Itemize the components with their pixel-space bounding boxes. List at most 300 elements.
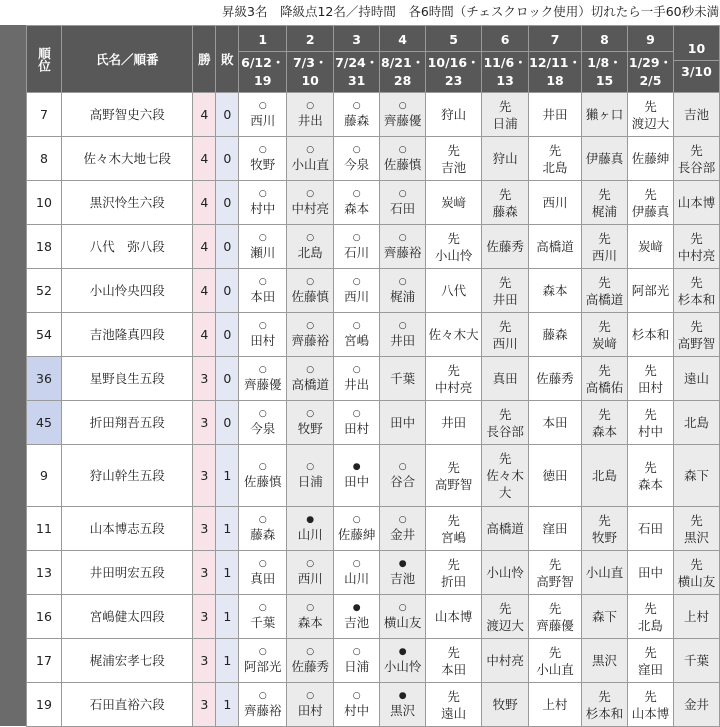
round-date: 1/8・15 xyxy=(587,55,622,88)
losses-cell: 0 xyxy=(216,401,239,445)
opponent-name: 佐藤紳 xyxy=(631,151,670,166)
result-cell xyxy=(334,551,380,595)
first-move-marker: 先 xyxy=(690,512,703,528)
result-cell xyxy=(380,595,426,639)
rank-cell: 45 xyxy=(27,401,62,445)
result-cell xyxy=(673,401,719,445)
first-move-marker: 先 xyxy=(548,644,562,660)
opponent-name: 田村 xyxy=(250,333,276,348)
opponent-name: 北島 xyxy=(592,468,618,483)
result-cell xyxy=(529,639,582,683)
rank-cell: 18 xyxy=(27,225,62,269)
win-mark-icon: ○ xyxy=(398,233,407,243)
result-cell xyxy=(287,551,334,595)
result-cell xyxy=(582,357,628,401)
header-round-3 xyxy=(334,26,380,93)
opponent-name: 横山友 xyxy=(677,573,716,589)
win-mark-icon: ○ xyxy=(352,409,361,419)
opponent-name: 森下 xyxy=(683,468,709,483)
result-cell xyxy=(239,269,287,313)
win-mark-icon: ○ xyxy=(352,321,361,331)
opponent-name: 佐藤秀 xyxy=(486,239,524,254)
result-cell xyxy=(380,639,426,683)
result-cell xyxy=(334,507,380,551)
win-mark-icon: ○ xyxy=(306,691,315,701)
opponent-name: 吉池 xyxy=(344,615,370,630)
opponent-name: 村中 xyxy=(250,201,276,216)
result-cell xyxy=(529,401,582,445)
opponent-name: 遠山 xyxy=(441,705,467,721)
first-move-marker: 先 xyxy=(447,556,460,572)
first-move-marker: 先 xyxy=(644,186,657,202)
first-move-marker: 先 xyxy=(498,600,512,616)
first-move-marker: 先 xyxy=(644,688,657,704)
result-cell xyxy=(673,639,719,683)
win-mark-icon: ○ xyxy=(306,365,315,375)
opponent-name: 千葉 xyxy=(390,371,416,386)
result-cell xyxy=(582,93,628,137)
opponent-name: 高橋佑 xyxy=(585,379,624,395)
result-cell xyxy=(334,269,380,313)
result-cell xyxy=(287,181,334,225)
wins-cell: 4 xyxy=(193,313,216,357)
opponent-name: 真田 xyxy=(250,571,276,586)
result-cell xyxy=(380,313,426,357)
win-mark-icon: ○ xyxy=(398,189,407,199)
result-cell xyxy=(529,683,582,727)
win-mark-icon: ○ xyxy=(352,691,361,701)
opponent-name: 森下 xyxy=(592,609,618,624)
header-round-6 xyxy=(482,26,529,93)
opponent-name: 西川 xyxy=(250,113,276,128)
header-round-5 xyxy=(426,26,482,93)
opponent-name: 杉本和 xyxy=(585,705,624,721)
result-cell xyxy=(239,595,287,639)
first-move-marker: 先 xyxy=(498,318,512,334)
opponent-name: 高橋道 xyxy=(291,377,329,392)
opponent-name: 山本博 xyxy=(631,705,670,721)
win-mark-icon: ○ xyxy=(258,691,267,701)
result-cell xyxy=(239,313,287,357)
header-round-10 xyxy=(673,26,719,93)
wins-cell: 3 xyxy=(193,445,216,507)
opponent-name: 山本博 xyxy=(434,609,473,624)
round-number: 8 xyxy=(582,28,628,52)
result-cell xyxy=(673,269,719,313)
table-row xyxy=(27,181,720,225)
opponent-name: 本田 xyxy=(441,661,467,677)
opponent-name: 牧野 xyxy=(250,157,276,172)
player-name: 井田明宏五段 xyxy=(62,551,193,595)
rank-cell: 9 xyxy=(27,445,62,507)
result-cell xyxy=(482,269,529,313)
opponent-name: 佐藤慎 xyxy=(291,289,329,304)
opponent-name: 小山直 xyxy=(585,565,624,580)
opponent-name: 横山友 xyxy=(383,615,422,630)
opponent-name: 西川 xyxy=(542,195,568,210)
opponent-name: 北島 xyxy=(297,245,323,260)
result-cell xyxy=(380,683,426,727)
first-move-marker: 先 xyxy=(690,230,703,246)
result-cell xyxy=(627,93,673,137)
win-mark-icon: ○ xyxy=(398,515,407,525)
opponent-name: 田村 xyxy=(344,421,370,436)
loss-mark-icon: ● xyxy=(398,647,407,657)
result-cell xyxy=(334,683,380,727)
wins-cell: 4 xyxy=(193,93,216,137)
rank-cell: 19 xyxy=(27,683,62,727)
result-cell xyxy=(582,225,628,269)
round-number: 5 xyxy=(426,28,482,52)
opponent-name: 村中 xyxy=(637,423,663,439)
loss-mark-icon: ● xyxy=(352,462,361,472)
opponent-name: 山川 xyxy=(297,527,323,542)
result-cell xyxy=(582,181,628,225)
table-row xyxy=(27,683,720,727)
opponent-name: 牧野 xyxy=(297,421,323,436)
losses-cell: 0 xyxy=(216,313,239,357)
opponent-name: 小山怜 xyxy=(434,247,473,263)
first-move-marker: 先 xyxy=(598,186,611,202)
result-cell xyxy=(239,683,287,727)
win-mark-icon: ○ xyxy=(306,101,315,111)
opponent-name: 西川 xyxy=(492,335,518,351)
round-date: 7/24・31 xyxy=(335,55,379,88)
opponent-name: 折田 xyxy=(441,573,467,589)
first-move-marker: 先 xyxy=(548,600,562,616)
first-move-marker: 先 xyxy=(598,406,611,422)
opponent-name: 山本博 xyxy=(677,195,716,210)
first-move-marker: 先 xyxy=(690,274,703,290)
result-cell xyxy=(426,93,482,137)
win-mark-icon: ○ xyxy=(258,145,267,155)
opponent-name: 黒沢 xyxy=(683,529,709,545)
round-number: 7 xyxy=(529,28,582,52)
win-mark-icon: ○ xyxy=(398,321,407,331)
opponent-name: 村中 xyxy=(344,703,370,718)
result-cell xyxy=(482,639,529,683)
result-cell xyxy=(334,181,380,225)
result-cell xyxy=(529,507,582,551)
win-mark-icon: ○ xyxy=(258,603,267,613)
opponent-name: 吉池 xyxy=(441,159,467,175)
round-number: 3 xyxy=(334,28,380,52)
round-number: 1 xyxy=(239,28,287,52)
result-cell xyxy=(239,507,287,551)
win-mark-icon: ○ xyxy=(306,145,315,155)
result-cell xyxy=(582,401,628,445)
opponent-name: 杉本和 xyxy=(631,327,670,342)
result-cell xyxy=(673,225,719,269)
result-cell xyxy=(426,551,482,595)
result-cell xyxy=(426,225,482,269)
player-name: 狩山幹生五段 xyxy=(62,445,193,507)
result-cell xyxy=(334,595,380,639)
result-cell xyxy=(380,225,426,269)
opponent-name: 石田 xyxy=(637,521,663,536)
win-mark-icon: ○ xyxy=(258,559,267,569)
loss-mark-icon: ● xyxy=(398,691,407,701)
result-cell xyxy=(239,639,287,683)
opponent-name: 中村亮 xyxy=(486,653,524,668)
first-move-marker: 先 xyxy=(447,230,460,246)
opponent-name: 齊藤裕 xyxy=(291,333,329,348)
result-cell xyxy=(334,357,380,401)
losses-cell: 1 xyxy=(216,507,239,551)
opponent-name: 上村 xyxy=(542,697,568,712)
result-cell xyxy=(239,445,287,507)
win-mark-icon: ○ xyxy=(306,277,315,287)
opponent-name: 渡辺大 xyxy=(486,617,524,633)
result-cell xyxy=(673,181,719,225)
result-cell xyxy=(582,507,628,551)
first-move-marker: 先 xyxy=(598,688,611,704)
opponent-name: 森本 xyxy=(637,476,663,492)
first-move-marker: 先 xyxy=(644,459,657,475)
opponent-name: 金井 xyxy=(683,697,709,712)
result-cell xyxy=(673,93,719,137)
opponent-name: 高野智 xyxy=(536,573,574,589)
result-cell xyxy=(582,639,628,683)
result-cell xyxy=(380,181,426,225)
result-cell xyxy=(627,137,673,181)
win-mark-icon: ○ xyxy=(258,277,267,287)
opponent-name: 齊藤優 xyxy=(383,113,422,128)
opponent-name: 井出 xyxy=(344,377,370,392)
table-row xyxy=(27,595,720,639)
round-date: 1/29・2/5 xyxy=(628,55,673,88)
result-cell xyxy=(426,445,482,507)
header-round-1 xyxy=(239,26,287,93)
header-wins: 勝 xyxy=(193,26,216,93)
first-move-marker: 先 xyxy=(447,459,460,475)
result-cell xyxy=(380,401,426,445)
opponent-name: 井出 xyxy=(297,113,323,128)
table-row xyxy=(27,507,720,551)
opponent-name: 八代 xyxy=(441,283,467,298)
player-name: 吉池隆真四段 xyxy=(62,313,193,357)
header-losses: 敗 xyxy=(216,26,239,93)
result-cell xyxy=(482,225,529,269)
win-mark-icon: ○ xyxy=(398,277,407,287)
win-mark-icon: ○ xyxy=(258,409,267,419)
first-move-marker: 先 xyxy=(498,186,512,202)
loss-mark-icon: ● xyxy=(398,559,407,569)
result-cell xyxy=(482,551,529,595)
result-cell xyxy=(426,313,482,357)
rank-cell: 8 xyxy=(27,137,62,181)
win-mark-icon: ○ xyxy=(306,603,315,613)
result-cell xyxy=(627,269,673,313)
result-cell xyxy=(582,445,628,507)
result-cell xyxy=(627,401,673,445)
result-cell xyxy=(673,507,719,551)
opponent-name: 佐々木大 xyxy=(486,468,524,500)
result-cell xyxy=(673,313,719,357)
opponent-name: 窪田 xyxy=(637,661,663,677)
win-mark-icon: ○ xyxy=(398,462,407,472)
win-mark-icon: ○ xyxy=(398,603,407,613)
opponent-name: 井田 xyxy=(492,291,518,307)
round-date: 12/11・18 xyxy=(529,55,581,88)
opponent-name: 藤森 xyxy=(542,327,568,342)
result-cell xyxy=(287,445,334,507)
opponent-name: 佐藤秀 xyxy=(536,371,574,386)
result-cell xyxy=(582,595,628,639)
opponent-name: 獺ヶ口 xyxy=(585,107,624,122)
first-move-marker: 先 xyxy=(598,230,611,246)
opponent-name: 北島 xyxy=(542,159,568,175)
opponent-name: 佐藤紳 xyxy=(337,527,376,542)
win-mark-icon: ○ xyxy=(258,233,267,243)
result-cell xyxy=(627,357,673,401)
opponent-name: 高野智 xyxy=(434,476,473,492)
opponent-name: 齊藤裕 xyxy=(383,245,422,260)
opponent-name: 西川 xyxy=(592,247,618,263)
opponent-name: 谷合 xyxy=(390,474,416,489)
opponent-name: 高橋道 xyxy=(536,239,574,254)
round-date: 10/16・23 xyxy=(427,55,480,88)
result-cell xyxy=(426,639,482,683)
result-cell xyxy=(380,137,426,181)
first-move-marker: 先 xyxy=(498,98,512,114)
result-cell xyxy=(627,595,673,639)
opponent-name: 吉池 xyxy=(390,571,416,586)
opponent-name: 長谷部 xyxy=(486,423,524,439)
rank-cell: 36 xyxy=(27,357,62,401)
player-name: 佐々木大地七段 xyxy=(62,137,193,181)
first-move-marker: 先 xyxy=(690,318,703,334)
win-mark-icon: ○ xyxy=(258,321,267,331)
header-round-7 xyxy=(529,26,582,93)
opponent-name: 森本 xyxy=(344,201,370,216)
result-cell xyxy=(287,357,334,401)
round-date: 11/6・13 xyxy=(483,55,527,88)
opponent-name: 佐藤秀 xyxy=(291,659,329,674)
first-move-marker: 先 xyxy=(644,406,657,422)
losses-cell: 0 xyxy=(216,269,239,313)
result-cell xyxy=(239,93,287,137)
table-row xyxy=(27,401,720,445)
opponent-name: 上村 xyxy=(683,609,709,624)
opponent-name: 田中 xyxy=(637,565,663,580)
round-number: 10 xyxy=(673,37,719,61)
result-cell xyxy=(334,313,380,357)
rank-cell: 16 xyxy=(27,595,62,639)
opponent-name: 田村 xyxy=(637,379,663,395)
result-cell xyxy=(529,225,582,269)
result-cell xyxy=(426,357,482,401)
result-cell xyxy=(426,181,482,225)
wins-cell: 3 xyxy=(193,551,216,595)
win-mark-icon: ○ xyxy=(352,559,361,569)
opponent-name: 田村 xyxy=(297,703,323,718)
result-cell xyxy=(482,401,529,445)
win-mark-icon: ○ xyxy=(258,515,267,525)
result-cell xyxy=(482,683,529,727)
opponent-name: 日浦 xyxy=(344,659,370,674)
opponent-name: 長谷部 xyxy=(677,159,716,175)
result-cell xyxy=(239,357,287,401)
win-mark-icon: ○ xyxy=(352,647,361,657)
result-cell xyxy=(239,401,287,445)
league-table xyxy=(26,25,720,727)
result-cell xyxy=(582,137,628,181)
first-move-marker: 先 xyxy=(644,644,657,660)
opponent-name: 今泉 xyxy=(344,157,370,172)
first-move-marker: 先 xyxy=(690,142,703,158)
first-move-marker: 先 xyxy=(548,556,562,572)
header-name: 氏名／順番 xyxy=(62,26,193,93)
opponent-name: 中村亮 xyxy=(291,201,329,216)
wins-cell: 3 xyxy=(193,357,216,401)
first-move-marker: 先 xyxy=(498,406,512,422)
win-mark-icon: ○ xyxy=(306,233,315,243)
wins-cell: 4 xyxy=(193,225,216,269)
result-cell xyxy=(426,137,482,181)
result-cell xyxy=(239,137,287,181)
opponent-name: 田中 xyxy=(344,474,370,489)
win-mark-icon: ○ xyxy=(352,277,361,287)
result-cell xyxy=(627,639,673,683)
player-name: 宮嶋健太四段 xyxy=(62,595,193,639)
table-row xyxy=(27,551,720,595)
result-cell xyxy=(582,313,628,357)
result-cell xyxy=(529,181,582,225)
opponent-name: 千葉 xyxy=(250,615,276,630)
table-row xyxy=(27,225,720,269)
opponent-name: 森本 xyxy=(592,423,618,439)
round-number: 6 xyxy=(482,28,529,52)
wins-cell: 3 xyxy=(193,507,216,551)
wins-cell: 4 xyxy=(193,181,216,225)
player-name: 石田直裕六段 xyxy=(62,683,193,727)
win-mark-icon: ○ xyxy=(306,647,315,657)
loss-mark-icon: ● xyxy=(306,515,315,525)
result-cell xyxy=(287,93,334,137)
result-cell xyxy=(380,507,426,551)
opponent-name: 真田 xyxy=(492,371,518,386)
round-date: 3/10 xyxy=(681,64,712,79)
result-cell xyxy=(482,137,529,181)
first-move-marker: 先 xyxy=(598,274,611,290)
opponent-name: 齊藤優 xyxy=(243,377,282,392)
first-move-marker: 先 xyxy=(447,142,460,158)
opponent-name: 牧野 xyxy=(592,529,618,545)
result-cell xyxy=(334,137,380,181)
result-cell xyxy=(529,93,582,137)
opponent-name: 杉本和 xyxy=(677,291,716,307)
result-cell xyxy=(482,445,529,507)
win-mark-icon: ○ xyxy=(306,409,315,419)
result-cell xyxy=(529,551,582,595)
win-mark-icon: ○ xyxy=(258,462,267,472)
result-cell xyxy=(482,595,529,639)
result-cell xyxy=(529,595,582,639)
header-round-9 xyxy=(627,26,673,93)
result-cell xyxy=(239,551,287,595)
result-cell xyxy=(529,357,582,401)
result-cell xyxy=(673,137,719,181)
first-move-marker: 先 xyxy=(498,451,512,466)
opponent-name: 北島 xyxy=(637,617,663,633)
opponent-name: 高橋道 xyxy=(486,521,524,536)
opponent-name: 本田 xyxy=(542,415,568,430)
table-row xyxy=(27,445,720,507)
opponent-name: 西川 xyxy=(297,571,323,586)
opponent-name: 森本 xyxy=(542,283,568,298)
opponent-name: 吉池 xyxy=(683,107,709,122)
